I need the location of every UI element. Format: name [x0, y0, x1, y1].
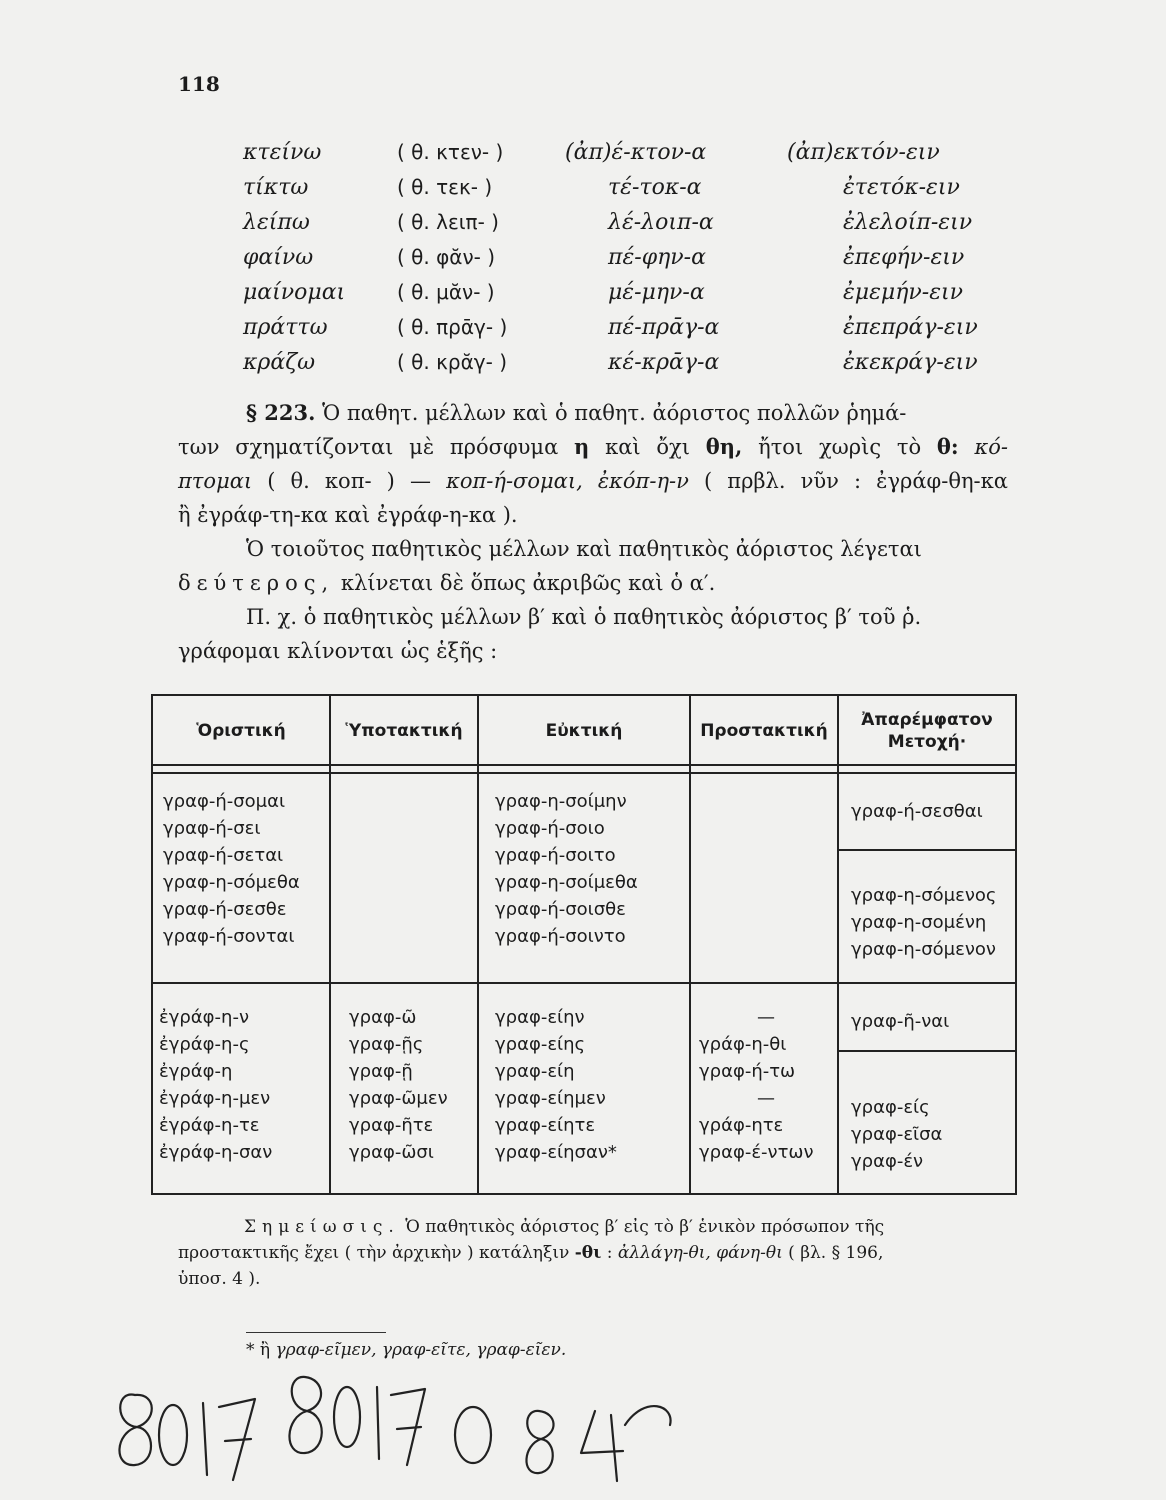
form-cell: γραφ-ή-σεται	[163, 845, 284, 866]
section-number: § 223.	[246, 400, 316, 425]
para-line: Ὁ τοιοῦτος παθητικὸς μέλλων καὶ παθητικὸς ἀόριστος λέγεται	[246, 537, 922, 561]
form-cell: γραφ-ῇ	[349, 1061, 413, 1082]
verb-present: μαίνομαι	[243, 280, 346, 305]
section-text: ( πρβλ. νῦν : ἐγράφ-θη-κα	[703, 469, 1008, 493]
form-cell: γραφ-ή-σοιτο	[495, 845, 616, 866]
verb-pluperfect: ἐπεφήν-ειν	[843, 245, 965, 270]
note-line	[178, 1214, 1008, 1240]
aorist-infinitive	[851, 1008, 949, 1035]
form-cell: γραφ-έν	[851, 1151, 924, 1172]
note-line: ὑποσ. 4 ).	[178, 1269, 261, 1289]
verb-theme: ( θ. μᾰν- )	[397, 280, 495, 304]
aorist-optative	[495, 1004, 617, 1166]
form-cell: γραφ-είην	[495, 1007, 585, 1028]
verb-row	[243, 175, 1003, 209]
para-line: γράφομαι κλίνονται ὡς ἑξῆς :	[178, 639, 498, 663]
form-cell: ἐγράφ-η-σαν	[159, 1142, 273, 1163]
verb-present: φαίνω	[243, 245, 314, 270]
spaced-term: δεύτερος,	[178, 571, 335, 595]
suffix-theta-eta: θη,	[705, 434, 743, 459]
para-line: Π. χ. ὁ παθητικὸς μέλλων β′ καὶ ὁ παθητικὸς ἀόριστος β′ τοῦ ῥ.	[246, 605, 922, 629]
paragraph-example	[178, 600, 1008, 668]
form-cell: ἐγράφ-η	[159, 1061, 233, 1082]
section-text: κοπ-ή-σομαι, ἐκόπ-η-ν	[446, 469, 689, 493]
form-cell: γραφ-είη	[495, 1061, 575, 1082]
conjugation-table	[151, 694, 1017, 1195]
verb-perfect: (ἀπ)έ-κτον-α	[565, 140, 707, 165]
form-cell: γραφ-είης	[495, 1034, 586, 1055]
future-optative	[495, 788, 638, 950]
verb-perfect: πέ-φην-α	[608, 245, 706, 270]
form-cell: γραφ-ή-σεσθε	[163, 899, 287, 920]
section-text: Ὁ παθητ. μέλλων καὶ ὁ παθητ. ἀόριστος πολλῶν ῥημά-	[322, 401, 907, 425]
verb-theme: ( θ. κρᾰγ- )	[397, 350, 507, 374]
section-text: των σχηματίζονται μὲ πρόσφυμα	[178, 435, 559, 459]
verb-perfect: κέ-κρᾱγ-α	[608, 350, 720, 375]
verb-perfect: τέ-τοκ-α	[608, 175, 702, 200]
future-participle	[851, 882, 996, 963]
verb-row	[243, 140, 1003, 174]
header-imperative: Προστακτική	[700, 721, 828, 741]
header-indicative: Ὁριστική	[196, 721, 286, 741]
aorist-imperative	[699, 1004, 833, 1166]
form-cell: γραφ-η-σόμενος	[851, 885, 997, 906]
form-cell: γραφ-ή-σεσθαι	[851, 801, 983, 822]
letter-theta: θ:	[936, 434, 959, 459]
verb-perfect: μέ-μην-α	[608, 280, 705, 305]
verb-row	[243, 245, 1003, 279]
verb-row	[243, 210, 1003, 244]
column-divider	[689, 696, 691, 1193]
verb-theme: ( θ. λειπ- )	[397, 210, 499, 234]
column-divider	[329, 696, 331, 1193]
footnote-rule	[246, 1332, 386, 1333]
form-cell: γραφ-η-σόμεθα	[163, 872, 300, 893]
paragraph-second	[178, 532, 1008, 600]
section-line	[178, 464, 1008, 498]
verb-pluperfect: ἐτετόκ-ειν	[843, 175, 960, 200]
form-cell: γραφ-ή-σομαι	[163, 791, 286, 812]
form-cell: γραφ-ῶσι	[349, 1142, 434, 1163]
verb-row	[243, 315, 1003, 349]
form-cell: γραφ-ή-σονται	[163, 926, 295, 947]
verb-present: κράζω	[243, 350, 316, 375]
form-cell: γραφ-είημεν	[495, 1088, 606, 1109]
form-cell: γραφ-ῶμεν	[349, 1088, 448, 1109]
header-infinitive-participle	[839, 696, 1015, 766]
form-cell: —	[757, 1088, 775, 1109]
section-line	[178, 396, 1008, 430]
form-cell: γράφ-η-θι	[699, 1034, 787, 1055]
verb-pluperfect: ἐμεμήν-ειν	[843, 280, 964, 305]
section-223	[178, 396, 1008, 532]
form-cell: γραφ-εῖσα	[851, 1124, 943, 1145]
verb-row	[243, 350, 1003, 384]
verb-theme: ( θ. πρᾱγ- )	[397, 315, 508, 339]
section-text: κό-	[974, 435, 1008, 459]
form-cell: ἐγράφ-η-ν	[159, 1007, 249, 1028]
handwritten-number-icon	[95, 1355, 695, 1485]
verb-pluperfect: ἐκεκράγ-ειν	[843, 350, 978, 375]
form-cell: γραφ-η-σομένη	[851, 912, 987, 933]
para-line	[178, 566, 1008, 600]
section-text: ἤτοι χωρὶς τὸ	[758, 435, 922, 459]
section-text: ( θ. κοπ- ) —	[267, 469, 431, 493]
para-text: κλίνεται δὲ ὅπως ἀκριβῶς καὶ ὁ α′.	[340, 571, 716, 595]
footnote-marker: * ἢ	[246, 1340, 271, 1360]
note-line	[178, 1240, 1008, 1266]
verb-pluperfect: (ἀπ)εκτόν-ειν	[787, 140, 940, 165]
form-cell: γράφ-ητε	[699, 1115, 784, 1136]
form-cell: ἐγράφ-η-ς	[159, 1034, 250, 1055]
note-text: Ὁ παθητικὸς ἀόριστος β′ εἰς τὸ β′ ἑνικὸν πρόσωπον τῆς	[405, 1217, 885, 1237]
form-cell: γραφ-ῶ	[349, 1007, 417, 1028]
header-subjunctive: Ὑποτακτική	[345, 721, 463, 741]
row-divider	[837, 1050, 1015, 1052]
form-cell: γραφ-η-σοίμεθα	[495, 872, 638, 893]
form-cell: γραφ-ή-τω	[699, 1061, 796, 1082]
suffix-eta: η	[574, 434, 590, 459]
form-cell: γραφ-είησαν*	[495, 1142, 617, 1163]
form-cell: —	[757, 1007, 775, 1028]
verb-present: λείπω	[243, 210, 310, 235]
note-examples: ἀλλάγη-θι, φάνη-θι	[617, 1243, 783, 1263]
form-cell: γραφ-ή-σει	[163, 818, 261, 839]
header-participle: Μετοχή·	[887, 732, 967, 752]
verb-theme: ( θ. τεκ- )	[397, 175, 493, 199]
note-label: Σημείωσις.	[244, 1217, 400, 1237]
section-text: καὶ ὄχι	[605, 435, 690, 459]
note	[178, 1214, 1008, 1292]
form-cell: γραφ-ή-σοιντο	[495, 926, 626, 947]
form-cell: ἐγράφ-η-τε	[159, 1115, 260, 1136]
future-infinitive	[851, 798, 983, 825]
verb-present: κτείνω	[243, 140, 322, 165]
form-cell: γραφ-ή-σοιο	[495, 818, 605, 839]
form-cell: γραφ-η-σόμενον	[851, 939, 996, 960]
footnote-text: γραφ-εῖμεν, γραφ-εῖτε, γραφ-εῖεν.	[275, 1340, 567, 1360]
column-divider	[837, 696, 839, 1193]
note-text: ( βλ. § 196,	[788, 1243, 884, 1263]
section-text: πτομαι	[178, 469, 253, 493]
page-number: 118	[178, 72, 220, 96]
verb-theme: ( θ. κτεν- )	[397, 140, 504, 164]
header-infinitive: Ἀπαρέμφατον	[861, 710, 993, 730]
section-line	[178, 430, 1008, 464]
form-cell: γραφ-είς	[851, 1097, 930, 1118]
future-indicative	[163, 788, 300, 950]
form-cell: γραφ-ῆτε	[349, 1115, 434, 1136]
form-cell: γραφ-ῆ-ναι	[851, 1011, 950, 1032]
verb-present: πράττω	[243, 315, 328, 340]
form-cell: γραφ-ή-σοισθε	[495, 899, 626, 920]
row-divider	[837, 849, 1015, 851]
verb-perfect: λέ-λοιπ-α	[608, 210, 714, 235]
verb-pluperfect: ἐπεπράγ-ειν	[843, 315, 978, 340]
form-cell: γραφ-ῇς	[349, 1034, 424, 1055]
verb-pluperfect: ἐλελοίπ-ειν	[843, 210, 973, 235]
verb-present: τίκτω	[243, 175, 309, 200]
aorist-subjunctive	[349, 1004, 448, 1166]
header-divider	[153, 772, 1015, 774]
verb-theme: ( θ. φᾰν- )	[397, 245, 496, 269]
form-cell: γραφ-είητε	[495, 1115, 596, 1136]
form-cell: γραφ-έ-ντων	[699, 1142, 814, 1163]
form-cell: ἐγράφ-η-μεν	[159, 1088, 271, 1109]
row-divider	[153, 982, 1015, 984]
form-cell: γραφ-η-σοίμην	[495, 791, 627, 812]
verb-row	[243, 280, 1003, 314]
note-text: προστακτικῆς ἔχει ( τὴν ἀρχικὴν ) κατάληξιν	[178, 1243, 570, 1263]
verb-perfect: πέ-πρᾱγ-α	[608, 315, 720, 340]
aorist-participle	[851, 1094, 942, 1175]
ending-thi: -θι	[574, 1243, 602, 1263]
column-divider	[477, 696, 479, 1193]
header-optative: Εὐκτική	[545, 721, 623, 741]
note-text: :	[606, 1243, 613, 1263]
section-line: ἢ ἐγράφ-τη-κα καὶ ἐγράφ-η-κα ).	[178, 503, 518, 527]
aorist-indicative	[159, 1004, 272, 1166]
